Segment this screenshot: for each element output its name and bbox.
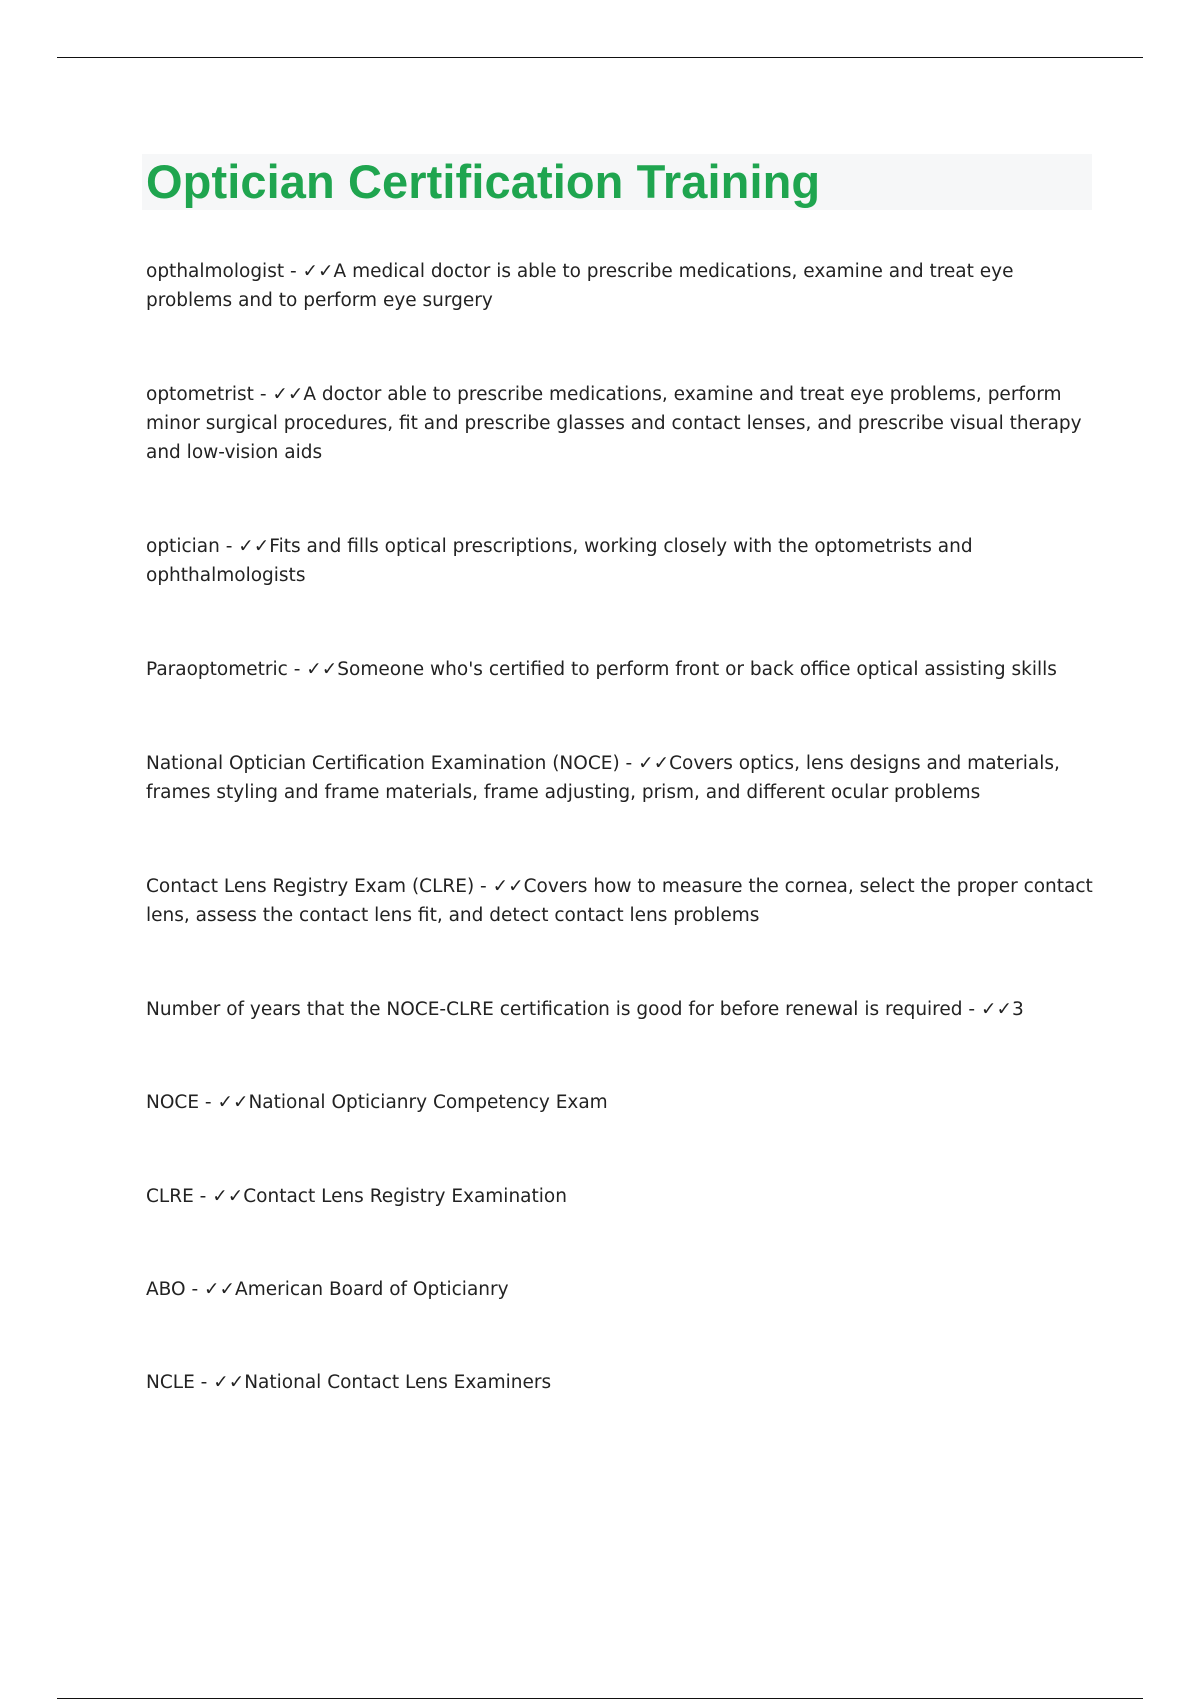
term-definition: Covers optics, lens designs and materials, frames styling and frame materials, frame adjusting, prism, and different ocular problems bbox=[146, 753, 1060, 803]
term-definition: National Contact Lens Examiners bbox=[244, 1372, 552, 1393]
term-separator: - bbox=[194, 1372, 214, 1393]
term-entry-abo bbox=[146, 1275, 1096, 1304]
term-definition: A doctor able to prescribe medications, examine and treat eye problems, perform minor surgical procedures, fit and prescribe glasses and contact lenses, and prescribe visual therapy and low-vision aids bbox=[146, 384, 1082, 463]
term-definition: 3 bbox=[1011, 999, 1024, 1020]
double-check-icon: ✓✓ bbox=[238, 536, 270, 557]
term-separator: - bbox=[962, 999, 981, 1020]
bottom-rule bbox=[57, 1698, 1143, 1699]
term-definition: National Opticianry Competency Exam bbox=[248, 1092, 608, 1113]
term-definition: Contact Lens Registry Examination bbox=[243, 1186, 567, 1207]
term-label: NCLE bbox=[146, 1372, 195, 1393]
term-separator: - bbox=[619, 753, 639, 774]
term-entry-opthalmologist bbox=[146, 257, 1096, 315]
term-label: Number of years that the NOCE-CLRE certification is good for before renewal is required bbox=[146, 999, 963, 1020]
term-label: National Optician Certification Examination (NOCE) bbox=[146, 753, 620, 774]
double-check-icon: ✓✓ bbox=[306, 659, 338, 680]
term-separator: - bbox=[219, 536, 239, 557]
term-entry-noce-full bbox=[146, 749, 1096, 807]
term-definition: A medical doctor is able to prescribe medications, examine and treat eye problems and to perform eye surgery bbox=[146, 261, 1014, 311]
term-label: Paraoptometric bbox=[146, 659, 288, 680]
term-entry-paraoptometric bbox=[146, 655, 1096, 684]
term-label: optometrist bbox=[146, 384, 254, 405]
term-entry-optometrist bbox=[146, 380, 1096, 467]
double-check-icon: ✓✓ bbox=[638, 753, 670, 774]
term-label: Contact Lens Registry Exam (CLRE) bbox=[146, 876, 475, 897]
term-entry-noce bbox=[146, 1088, 1096, 1117]
term-label: opthalmologist bbox=[146, 261, 285, 282]
double-check-icon: ✓✓ bbox=[980, 999, 1012, 1020]
term-definition: Fits and fills optical prescriptions, working closely with the optometrists and ophthalmologists bbox=[146, 536, 973, 586]
term-separator: - bbox=[193, 1186, 213, 1207]
term-label: optician bbox=[146, 536, 220, 557]
term-separator: - bbox=[199, 1092, 218, 1113]
double-check-icon: ✓✓ bbox=[217, 1092, 249, 1113]
term-entry-optician bbox=[146, 532, 1096, 590]
top-rule bbox=[57, 57, 1143, 58]
term-definition: American Board of Opticianry bbox=[235, 1279, 509, 1300]
double-check-icon: ✓✓ bbox=[213, 1372, 245, 1393]
term-label: NOCE bbox=[146, 1092, 200, 1113]
term-entry-clre bbox=[146, 1182, 1096, 1211]
double-check-icon: ✓✓ bbox=[212, 1186, 244, 1207]
term-label: ABO bbox=[146, 1279, 186, 1300]
term-definition: Someone who's certified to perform front or back office optical assisting skills bbox=[337, 659, 1057, 680]
term-definition: Covers how to measure the cornea, select the proper contact lens, assess the contact lens fit, and detect contact lens problems bbox=[146, 876, 1093, 926]
term-entry-ncle bbox=[146, 1368, 1096, 1397]
term-label: CLRE bbox=[146, 1186, 194, 1207]
double-check-icon: ✓✓ bbox=[492, 876, 524, 897]
term-separator: - bbox=[185, 1279, 205, 1300]
double-check-icon: ✓✓ bbox=[204, 1279, 236, 1300]
term-separator: - bbox=[284, 261, 303, 282]
term-separator: - bbox=[474, 876, 493, 897]
double-check-icon: ✓✓ bbox=[302, 261, 334, 282]
document-title: Optician Certification Training bbox=[146, 155, 821, 208]
term-entry-renewal-years bbox=[146, 995, 1096, 1024]
term-separator: - bbox=[287, 659, 307, 680]
term-entry-clre-full bbox=[146, 872, 1096, 930]
term-separator: - bbox=[253, 384, 273, 405]
double-check-icon: ✓✓ bbox=[272, 384, 304, 405]
